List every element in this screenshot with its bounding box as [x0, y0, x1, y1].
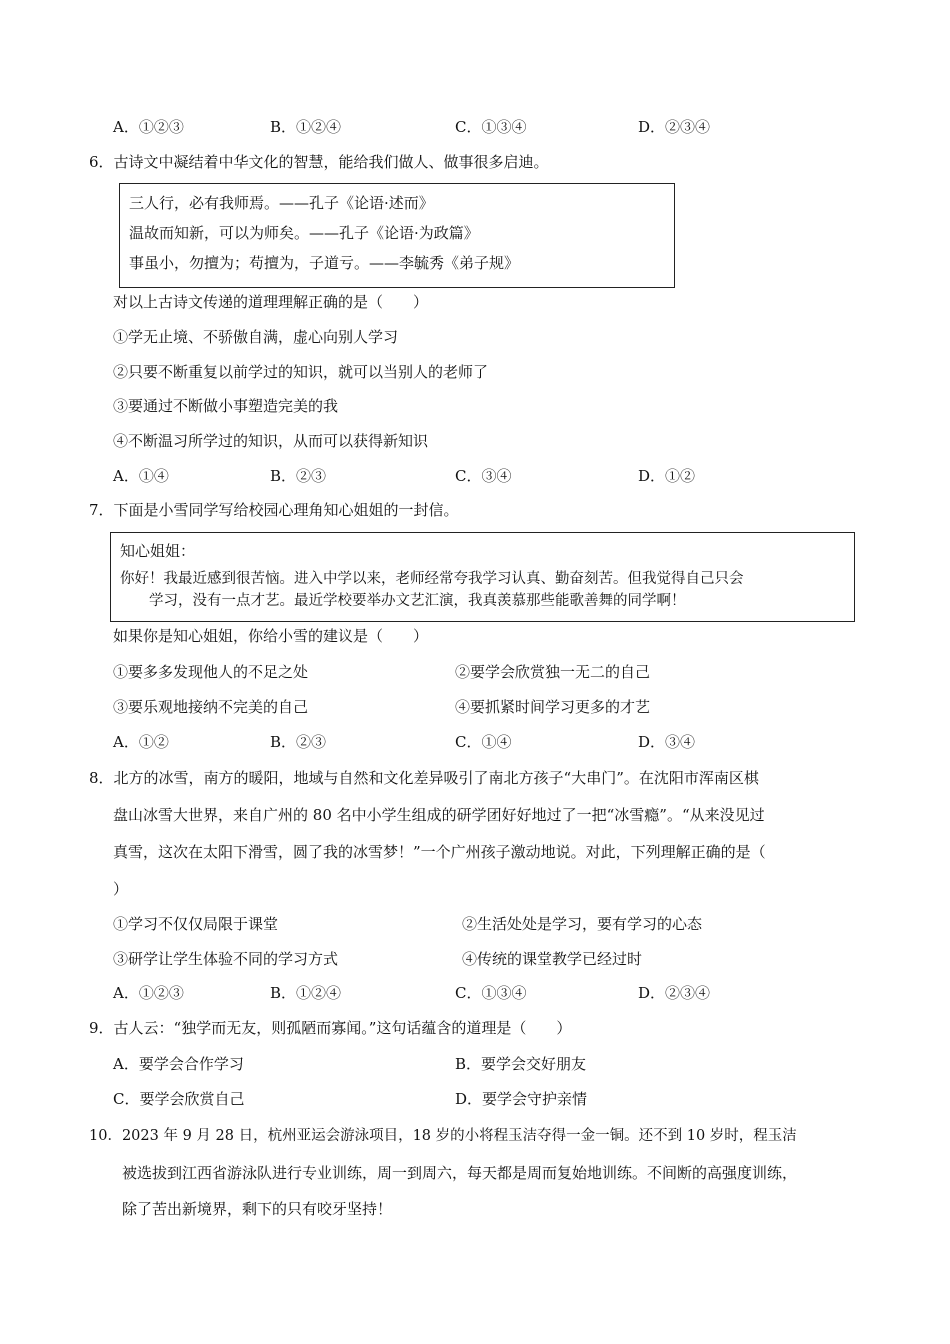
- q7-letter-line-1: 你好！我最近感到很苦恼。进入中学以来，老师经常夸我学习认真、勤奋刻苦。但我觉得自己只会: [120, 571, 744, 587]
- q8-option-a: A．①②③: [113, 984, 184, 1002]
- q8-line-1: 8．北方的冰雪，南方的暖阳，地域与自然和文化差异吸引了南北方孩子“大串门”。在沈阳市浑南区棋: [89, 769, 759, 787]
- q6-quote-3: 事虽小，勿擅为；苟擅为，子道亏。——李毓秀《弟子规》: [129, 254, 520, 272]
- q7-statement-1: ①要多多发现他人的不足之处: [113, 663, 309, 681]
- q8-statement-2: ②生活处处是学习，要有学习的心态: [462, 915, 703, 933]
- q6-option-c: C．③④: [455, 467, 512, 485]
- q7-option-a: A．①②: [113, 733, 169, 751]
- q8-statement-3: ③研学让学生体验不同的学习方式: [113, 950, 339, 968]
- q7-statement-3: ③要乐观地接纳不完美的自己: [113, 698, 309, 716]
- q7-option-b: B．②③: [270, 733, 327, 751]
- q10-line-1: 10．2023 年 9 月 28 日，杭州亚运会游泳项目，18 岁的小将程玉洁夺得一金一铜。还不到 10 岁时，程玉洁: [89, 1128, 797, 1144]
- q6-prompt: 对以上古诗文传递的道理理解正确的是（ ）: [113, 293, 429, 311]
- q9-stem: 9．古人云：“独学而无友，则孤陋而寡闻。”这句话蕴含的道理是（ ）: [89, 1019, 572, 1037]
- q6-statement-4: ④不断温习所学过的知识，从而可以获得新知识: [113, 432, 429, 450]
- q5-option-a: A．①②③: [113, 118, 184, 136]
- q7-stem: 7．下面是小雪同学写给校园心理角知心姐姐的一封信。: [89, 501, 459, 519]
- q9-option-b: B．要学会交好朋友: [455, 1055, 587, 1073]
- q8-line-4: ）: [113, 880, 129, 898]
- q7-option-c: C．①④: [455, 733, 512, 751]
- q6-statement-2: ②只要不断重复以前学过的知识，就可以当别人的老师了: [113, 363, 489, 381]
- q6-quote-box: [119, 183, 675, 288]
- q8-option-d: D．②③④: [638, 984, 711, 1002]
- q5-option-b: B．①②④: [270, 118, 342, 136]
- q8-statement-4: ④传统的课堂教学已经过时: [462, 950, 643, 968]
- q6-option-b: B．②③: [270, 467, 327, 485]
- q6-statement-3: ③要通过不断做小事塑造完美的我: [113, 397, 339, 415]
- q6-quote-1: 三人行，必有我师焉。——孔子《论语·述而》: [129, 194, 434, 212]
- q8-option-c: C．①③④: [455, 984, 527, 1002]
- q6-option-a: A．①④: [113, 467, 169, 485]
- q7-statement-2: ②要学会欣赏独一无二的自己: [455, 663, 651, 681]
- q7-option-d: D．③④: [638, 733, 696, 751]
- q6-quote-2: 温故而知新，可以为师矣。——孔子《论语·为政篇》: [129, 224, 479, 242]
- q9-option-a: A．要学会合作学习: [113, 1055, 244, 1073]
- q7-statement-4: ④要抓紧时间学习更多的才艺: [455, 698, 651, 716]
- q8-option-b: B．①②④: [270, 984, 342, 1002]
- q8-line-2: 盘山冰雪大世界，来自广州的 80 名中小学生组成的研学团好好地过了一把“冰雪瘾”。“从来没见过: [113, 806, 765, 824]
- q7-letter-greeting: 知心姐姐：: [120, 542, 196, 560]
- q5-option-c: C．①③④: [455, 118, 527, 136]
- q6-stem: 6．古诗文中凝结着中华文化的智慧，能给我们做人、做事很多启迪。: [89, 153, 549, 171]
- q6-statement-1: ①学无止境、不骄傲自满，虚心向别人学习: [113, 328, 399, 346]
- q10-line-3: 除了苦出新境界，剩下的只有咬牙坚持！: [122, 1200, 393, 1218]
- q9-option-d: D．要学会守护亲情: [455, 1090, 588, 1108]
- q8-statement-1: ①学习不仅仅局限于课堂: [113, 915, 279, 933]
- q5-option-d: D．②③④: [638, 118, 711, 136]
- q9-option-c: C．要学会欣赏自己: [113, 1090, 245, 1108]
- q7-prompt: 如果你是知心姐姐，你给小雪的建议是（ ）: [113, 627, 429, 645]
- q7-letter-box: [110, 532, 855, 622]
- q7-letter-line-2: 学习，没有一点才艺。最近学校要举办文艺汇演，我真羡慕那些能歌善舞的同学啊！: [149, 593, 686, 609]
- q8-line-3: 真雪，这次在太阳下滑雪，圆了我的冰雪梦！”一个广州孩子激动地说。对此，下列理解正确的是（: [113, 843, 766, 861]
- q6-option-d: D．①②: [638, 467, 696, 485]
- q10-line-2: 被选拔到江西省游泳队进行专业训练，周一到周六，每天都是周而复始地训练。不间断的高强度训练，: [122, 1164, 798, 1182]
